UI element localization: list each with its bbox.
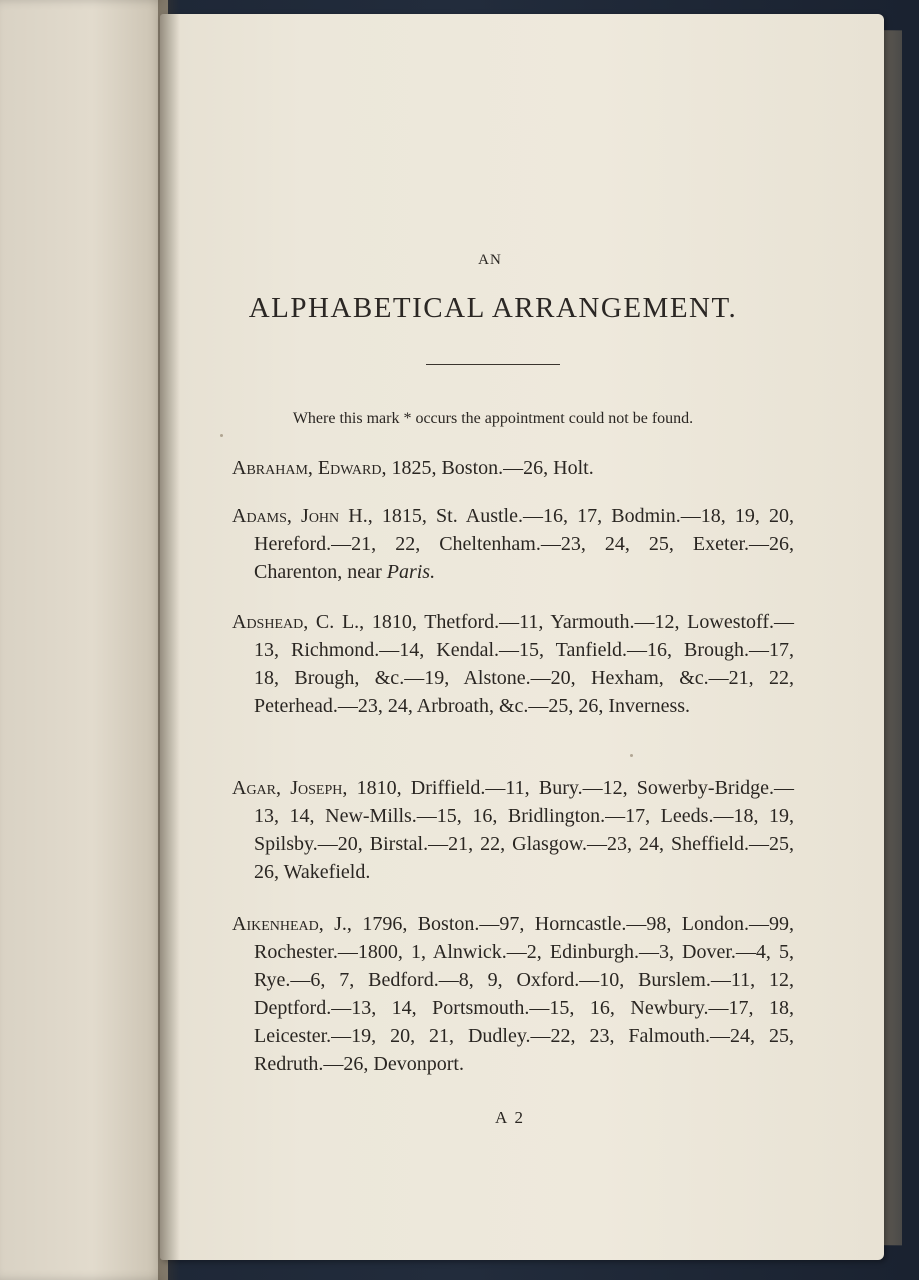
entry-name: Adshead, C. L., <box>232 611 365 633</box>
entry-abraham <box>232 454 794 482</box>
entry-adshead <box>232 608 794 720</box>
entry-name: Adams, John H., <box>232 505 373 527</box>
entry-italic: Paris. <box>386 561 436 583</box>
spine-shadow <box>158 0 180 1280</box>
entry-text: 1810, Driffield.—11, Bury.—12, Sowerby-Bridge.—13, 14, New-Mills.—15, 16, Bridlington.—17, Leeds.—18, 19, Spilsby.—20, Birstal.—21, 22, Glasgow.—23, 24, Sheffield.—25, 26, Wakefield. <box>254 777 794 883</box>
entry-text: 1796, Boston.—97, Horncastle.—98, London.—99, Rochester.—1800, 1, Alnwick.—2, Edinburgh.—3, Dover.—4, 5, Rye.—6, 7, Bedford.—8, 9, Oxford.—10, Burslem.—11, 12, Deptford.—13, 14, Portsmouth.—15, 16, Newbury.—17, 18, Leicester.—19, 20, 21, Dudley.—22, 23, Falmouth.—24, 25, Redruth.—26, Devonport. <box>254 913 795 1075</box>
page-title: ALPHABETICAL ARRANGEMENT. <box>248 292 738 324</box>
heading-small: AN <box>478 252 502 268</box>
entry-name: Abraham, Edward, <box>232 457 387 479</box>
entry-adams <box>232 502 794 586</box>
entry-text: 1815, St. Austle.—16, 17, Bodmin.—18, 19, 20, Hereford.—21, 22, Cheltenham.—23, 24, 25, Exeter.—26, Charenton, near <box>254 505 794 583</box>
title-rule <box>426 364 560 365</box>
entry-name: Agar, Joseph, <box>232 777 348 799</box>
signature-mark: A 2 <box>494 1108 526 1127</box>
asterisk-note: Where this mark * occurs the appointment could not be found. <box>292 410 694 427</box>
entry-text: 1810, Thetford.—11, Yarmouth.—12, Lowestoff.—13, Richmond.—14, Kendal.—15, Tanfield.—16, Brough.—17, 18, Brough, &c.—19, Alstone.—20, Hexham, &c.—21, 22, Peterhead.—23, 24, Arbroath, &c.—25, 26, Inverness. <box>254 611 794 717</box>
left-page <box>0 0 168 1280</box>
right-page <box>160 14 884 1260</box>
paper-speck <box>630 754 633 757</box>
entry-text: 1825, Boston.—26, Holt. <box>386 457 594 479</box>
paper-speck <box>220 434 223 437</box>
entry-agar <box>232 774 794 886</box>
entry-aikenhead <box>232 910 794 1078</box>
page-content <box>160 14 884 1260</box>
entry-name: Aikenhead, J., <box>232 913 352 935</box>
